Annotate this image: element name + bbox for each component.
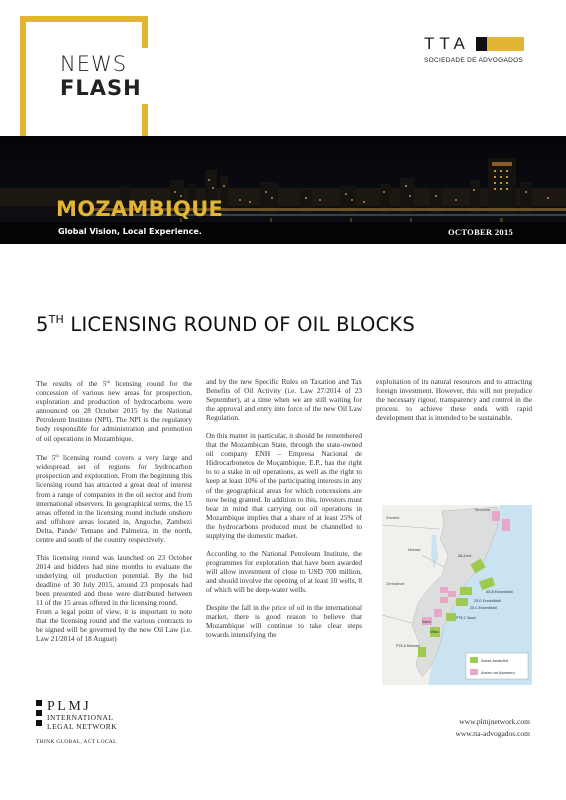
plmj-tagline: THINK GLOBAL, ACT LOCAL — [36, 739, 117, 745]
article-column-3 — [376, 377, 532, 431]
legend-not-awarded: Areas not Awarded — [481, 670, 515, 675]
map-label: A5-B ExxonMobil — [486, 590, 513, 594]
tta-subtitle: SOCIEDADE DE ADVOGADOS — [424, 57, 524, 64]
licensing-areas-map — [382, 505, 532, 685]
article-headline — [36, 313, 415, 336]
plmj-network-line-2: LEGAL NETWORK — [47, 721, 118, 731]
news-flash-logo — [56, 48, 166, 104]
map-label: PT5-C Sasol — [456, 616, 476, 620]
map-label: Z5-C ExxonMobil — [470, 606, 497, 610]
legend-awarded: Areas Awarded — [481, 658, 509, 663]
paragraph: This licensing round was launched on 23 October 2014 and bidders had nine months to evaluate the underlying oil production potential. By the bid deadline of 30 July 2015, around 23 proposals had been presented and these were distributed between 11 of the 15 areas offered in the licensing round. — [36, 552, 192, 608]
map-label: PT5-A Delonex — [396, 644, 420, 648]
paragraph: The 5th licensing round covers a very large and widespread set of regions for hydrocarbon prospection and exploration. From the beginning this licensing round has attracted a great deal of interest from a range of companies in the oil sector and from international observers. In geographical terms, the 15 areas offered in the licensing round include onshore and offshore areas located in, Angoche, Zambezi Delta, Pande/ Temane and Palmeira, in the north, centre and south of the country respectively. — [36, 453, 192, 544]
plmj-squares-icon — [36, 700, 42, 736]
map-graphic — [382, 505, 532, 685]
plmj-network-line-1: INTERNATIONAL — [47, 713, 114, 722]
plmj-wordmark: PLMJ — [47, 699, 92, 714]
headline-text: LICENSING ROUND OF OIL BLOCKS — [64, 313, 415, 336]
map-label: Z5-D ExxonMobil — [474, 599, 501, 603]
map-label: Zambia — [386, 515, 400, 520]
plmj-logo — [47, 699, 117, 731]
map-label: Sasol — [422, 620, 431, 624]
footer-links — [456, 716, 531, 740]
paragraph: According to the National Petroleum Institute, the programmes for exploration that have been awarded will allow investment of close to USD 700 million, and should involve the opening of at least 10 wells, 8 of which will be deep-water wells. — [206, 548, 362, 594]
article-column-2 — [206, 377, 362, 647]
flash-label: FLASH — [60, 76, 142, 100]
map-label: Zimbabwe — [386, 581, 405, 586]
issue-date: OCTOBER 2015 — [448, 227, 514, 237]
map-label: Tanzania — [474, 507, 491, 512]
paragraph: and by the new Specific Rules on Taxation and Tax Benefits of Oil Activity (i.e. Law 27/2014 of 23 September), at a time when we are still waiting for the approval and entry into force of the new Oil Law Regulation. — [206, 377, 362, 423]
country-title: MOZAMBIQUE — [56, 197, 224, 221]
banner-tagline: Global Vision, Local Experience. — [58, 227, 202, 236]
tta-website-link[interactable]: www.tta-advogados.com — [455, 729, 530, 738]
headline-number: 5 — [36, 313, 49, 336]
paragraph: exploitation of its natural resources and to attracting foreign investment. However, this will not prejudice the necessary rigour, transparency and control in the process to achieve these ends with rapid development that is intended to be sustainable. — [376, 377, 532, 423]
headline-ordinal: TH — [48, 313, 65, 326]
map-label: Mitsui — [430, 630, 440, 634]
tta-logo — [424, 34, 544, 64]
plmj-website-link[interactable]: www.plmjnetwork.com — [459, 717, 530, 726]
map-label: Malawi — [408, 547, 421, 552]
paragraph: On this matter in particular, it should be remembered that the Mozambican State, through the state-owned oil company ENH – Empresa Nacional de Hidrocarbonetos de Moçambique, E.P., has the right to to a stake in oil operations, as well as the right to keep at least 10% of the participating interests in any of the geographical areas for which concessions are now being granted. In addition to this, investors must bear in mind that carrying out oil operations in Mozambique implies that a share of at least 25% of the hydrocarbons produced must be channelled to supplying the domestic market. — [206, 430, 362, 540]
paragraph: The results of the 5th licensing round for the concession of various new areas for prospection, exploration and production of hydrocarbons were announced on 28 October 2015 by the National Petroleum Institute (NPI). The NPI is the regulatory body responsible for administration and promotion of oil operations in Mozambique. — [36, 379, 192, 443]
tta-wordmark: TTA — [424, 34, 470, 53]
paragraph: From a legal point of view, it is important to note that the licensing round and the various contracts to be signed will be governed by the new Oil Law (i.e. Law 21/2014 of 18 August) — [36, 607, 192, 644]
article-column-1 — [36, 377, 192, 652]
map-label: A5-A eni — [458, 554, 472, 558]
news-label: NEWS — [60, 52, 128, 76]
tta-color-bar-icon — [476, 37, 524, 51]
paragraph: Despite the fall in the price of oil in the international market, there is good reason to believe that Mozambique will continue to take clear steps towards intensifying the — [206, 602, 362, 639]
